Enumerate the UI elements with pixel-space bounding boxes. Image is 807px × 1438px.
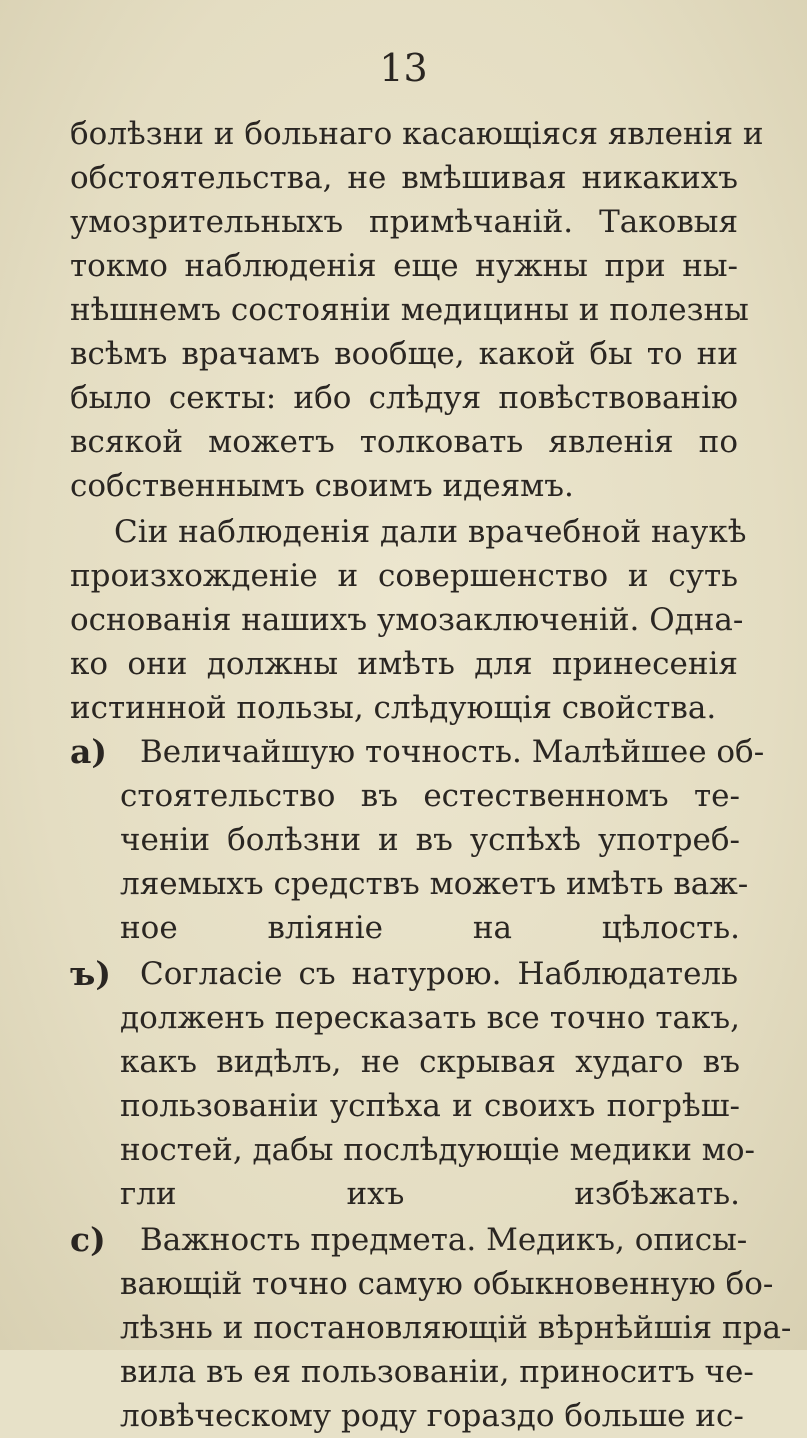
item-line: лѣзнь и постановляющій вѣрнѣйшія пра- <box>120 1310 792 1346</box>
item-line: ное вліяніе на цѣлость. <box>120 910 740 946</box>
item-line: Согласіе съ натурою. Наблюдатель <box>140 956 738 992</box>
text-line: собственнымъ своимъ идеямъ. <box>70 468 574 504</box>
text-line: произхожденіе и совершенство и суть <box>70 558 738 594</box>
item-marker-a: a) <box>70 732 107 771</box>
item-line: вающій точно самую обыкновенную бо- <box>120 1266 774 1302</box>
item-line: Величайшую точность. Малѣйшее об- <box>140 734 765 770</box>
item-line: стоятельство въ естественномъ те- <box>120 778 740 814</box>
item-line: ченіи болѣзни и въ успѣхѣ употреб- <box>120 822 740 858</box>
text-line: всякой можетъ толковать явленія по <box>70 424 738 460</box>
text-line: умозрительныхъ примѣчаній. Таковыя <box>70 204 738 240</box>
text-line: всѣмъ врачамъ вообще, какой бы то ни <box>70 336 738 372</box>
item-marker-c: c) <box>70 1220 106 1259</box>
item-marker-b: ъ) <box>70 954 111 993</box>
item-line: ностей, дабы послѣдующіе медики мо- <box>120 1132 755 1168</box>
item-line: какъ видѣлъ, не скрывая худаго въ <box>120 1044 740 1080</box>
item-line: гли ихъ избѣжать. <box>120 1176 740 1212</box>
paragraph-first-line: Сіи наблюденія дали врачебной наукѣ <box>114 514 747 550</box>
item-line: долженъ пересказать все точно такъ, <box>120 1000 740 1036</box>
item-line: Важность предмета. Медикъ, описы- <box>140 1222 748 1258</box>
text-line: было секты: ибо слѣдуя повѣствованію <box>70 380 738 416</box>
item-line: вила въ ея пользованіи, приноситъ че- <box>120 1354 754 1390</box>
text-line: ко они должны имѣть для принесенія <box>70 646 738 682</box>
item-line: пользованіи успѣха и своихъ погрѣш- <box>120 1088 740 1124</box>
text-line: болѣзни и больнаго касающіяся явленія и <box>70 116 764 152</box>
text-line: истинной пользы, слѣдующія свойства. <box>70 690 717 726</box>
page-number: 13 <box>379 46 428 90</box>
body-text <box>0 112 807 1434</box>
item-line: ловѣческому роду гораздо больше ис- <box>120 1398 744 1434</box>
text-line: токмо наблюденія еще нужны при ны- <box>70 248 738 284</box>
text-line: обстоятельства, не вмѣшивая никакихъ <box>70 160 738 196</box>
text-line: основанія нашихъ умозаключеній. Одна- <box>70 602 744 638</box>
text-line: нѣшнемъ состояніи медицины и полезны <box>70 292 749 328</box>
item-line: ляемыхъ средствъ можетъ имѣть важ- <box>120 866 749 902</box>
